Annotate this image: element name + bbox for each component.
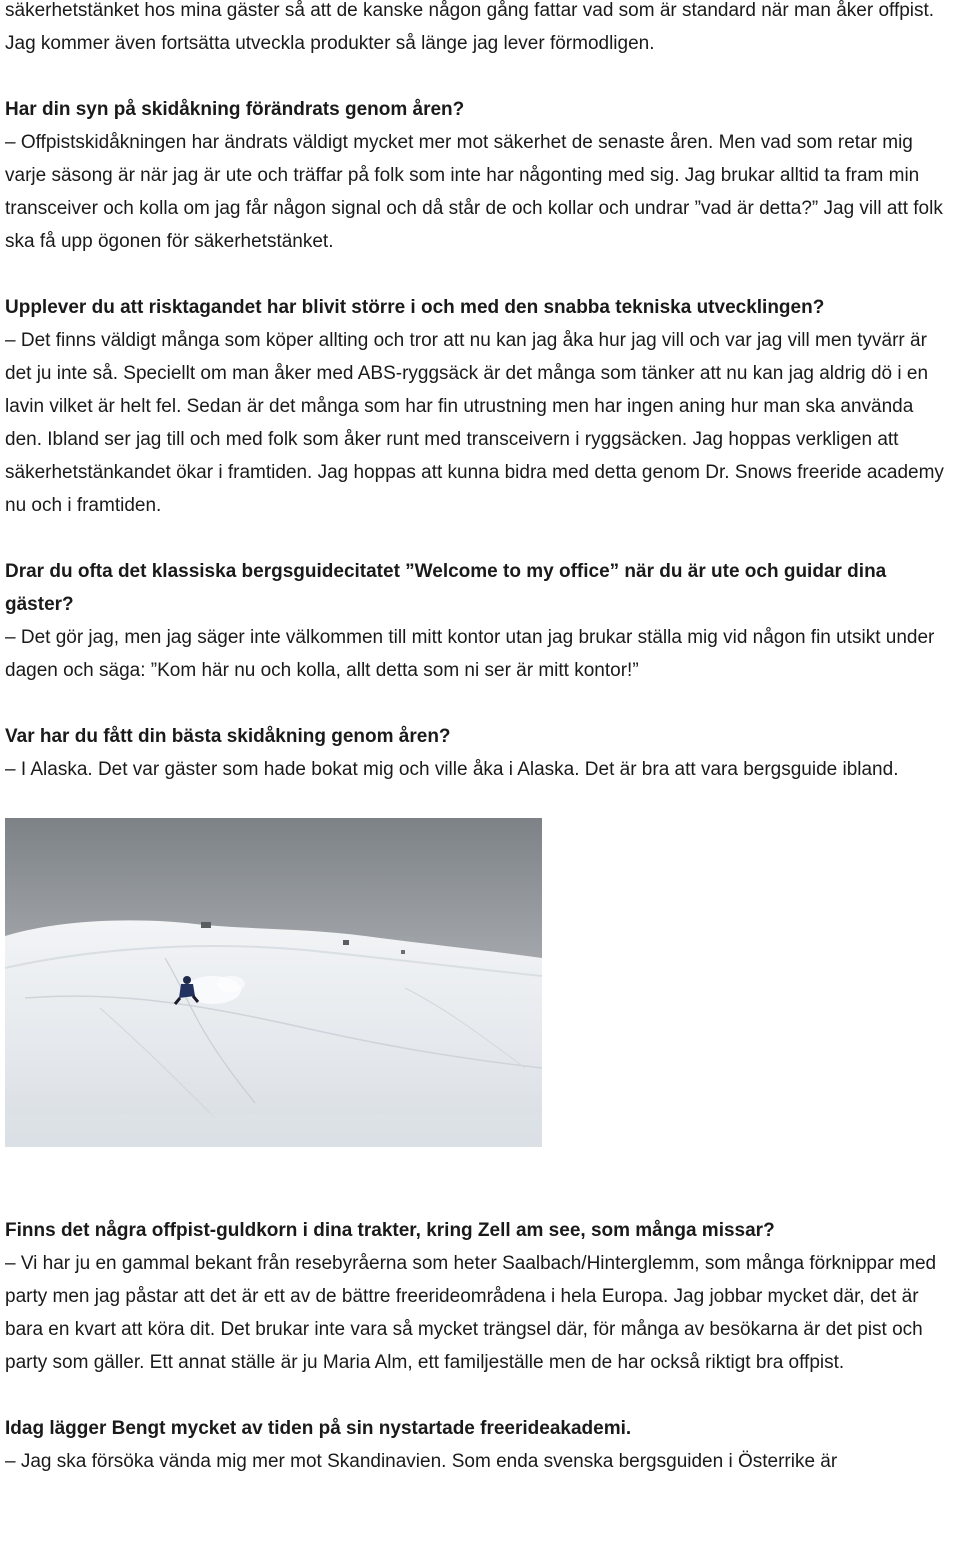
qa-item: [5, 1412, 953, 1478]
question: Har din syn på skidåkning förändrats genom åren?: [5, 99, 465, 120]
answer: – I Alaska. Det var gäster som hade bokat mig och ville åka i Alaska. Det är bra att vara bergsguide ibland.: [5, 759, 899, 780]
question: Finns det några offpist-guldkorn i dina trakter, kring Zell am see, som många missar?: [5, 1220, 775, 1241]
skier-photo: [5, 818, 542, 1147]
qa-item: [5, 93, 953, 258]
question: Var har du fått din bästa skidåkning genom åren?: [5, 726, 451, 747]
question: Idag lägger Bengt mycket av tiden på sin nystartade freerideakademi.: [5, 1418, 632, 1439]
answer: – Vi har ju en gammal bekant från resebyråerna som heter Saalbach/Hinterglemm, som många förknippar med party men jag påstar att det är ett av de bättre freerideområdena i hela Europa. Jag jobbar mycket där, det är bara en kvart att köra dit. Det brukar inte vara så mycket trängsel där, för många av besökarna är det pist och party som gäller. Ett annat ställe är ju Maria Alm, ett familjeställe men de har också riktigt bra offpist.: [5, 1253, 937, 1373]
skier-photo-image: [5, 818, 542, 1147]
qa-item: [5, 555, 953, 687]
answer: – Jag ska försöka vända mig mer mot Skandinavien. Som enda svenska bergsguiden i Österrike är: [5, 1451, 838, 1472]
answer: – Det gör jag, men jag säger inte välkommen till mitt kontor utan jag brukar ställa mig vid någon fin utsikt under dagen och säga: ”Kom här nu och kolla, allt detta som ni ser är mitt kontor!”: [5, 627, 935, 681]
article-page: [5, 0, 953, 1478]
qa-item: [5, 1214, 953, 1379]
question: Drar du ofta det klassiska bergsguidecitatet ”Welcome to my office” när du är ute och guidar dina gäster?: [5, 561, 887, 615]
answer: – Offpistskidåkningen har ändrats väldigt mycket mer mot säkerhet de senaste åren. Men vad som retar mig varje säsong är när jag är ute och träffar på folk som inte har någonting med sig. Jag brukar alltid ta fram min transceiver och kolla om jag får någon signal och då står de och kollar och undrar ”vad är detta?” Jag vill att folk ska få upp ögonen för säkerhetstänket.: [5, 132, 943, 252]
qa-item: [5, 720, 953, 786]
intro-paragraph: säkerhetstänket hos mina gäster så att de kanske någon gång fattar vad som är standard när man åker offpist. Jag kommer även fortsätta utveckla produkter så länge jag lever förmodligen.: [5, 0, 935, 54]
answer: – Det finns väldigt många som köper allting och tror att nu kan jag åka hur jag vill och var jag vill men tyvärr är det ju inte så. Speciellt om man åker med ABS-ryggsäck är det många som tänker att nu kan jag aldrig dö i en lavin vilket är helt fel. Sedan är det många som har fin utrustning men har ingen aning hur man ska använda den. Ibland ser jag till och med folk som åker runt med transceivern i ryggsäcken. Jag hoppas verkligen att säkerhetstänkandet ökar i framtiden. Jag hoppas att kunna bidra med detta genom Dr. Snows freeride academy nu och i framtiden.: [5, 330, 944, 516]
question: Upplever du att risktagandet har blivit större i och med den snabba tekniska utvecklingen?: [5, 297, 825, 318]
qa-item: [5, 291, 953, 522]
